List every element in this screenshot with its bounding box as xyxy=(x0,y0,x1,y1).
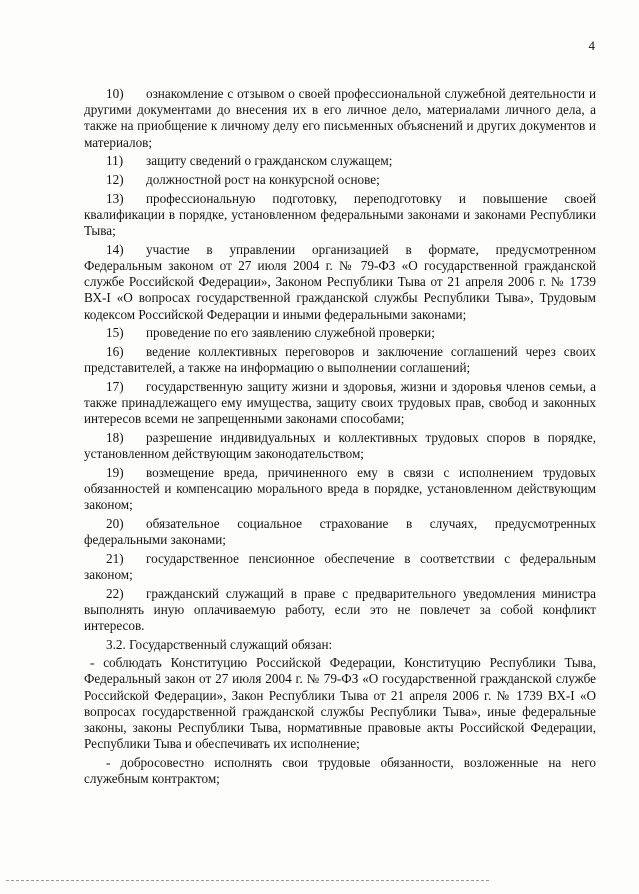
duty-item: - добросовестно исполнять свои трудовые обязанности, возложенные на него служебным контрактом; xyxy=(84,754,596,787)
list-item-text: возмещение вреда, причиненного ему в связи с исполнением трудовых обязанностей и компенсацию морального вреда в порядке, установленном действующим законом; xyxy=(84,464,596,513)
list-item-number: 13) xyxy=(106,190,124,206)
list-item-text: участие в управлении организацией в формате, предусмотренном Федеральным законом от 27 июля 2004 г. № 79-ФЗ «О государственной гражданской службе Российской Федерации», Законом Республики Тыва от 21 апреля 2006 г. № 1739 ВХ-I «О вопросах государственной гражданской службы Республики Тыва», Трудовым кодексом Российской Федерации и иными федеральными законами; xyxy=(84,241,596,322)
list-item-number: 16) xyxy=(106,344,124,360)
list-item-number: 11) xyxy=(106,153,124,169)
list-item-number: 12) xyxy=(106,172,124,188)
list-item xyxy=(84,430,596,462)
duty-item: - соблюдать Конституцию Российской Федерации, Конституцию Республики Тыва, Федеральный закон от 27 июля 2004 г. № 79-ФЗ «О государственной гражданской службе Российской Федерации», Закон Республики Тыва от 21 апреля 2006 г. № 1739 ВХ-I «О вопросах государственной гражданской службы Республики Тыва», иные федеральные законы, законы Республики Тыва, нормативные правовые акты Российской Федерации, Республики Тыва и обеспечивать их исполнение; xyxy=(84,655,596,752)
list-item-text: разрешение индивидуальных и коллективных трудовых споров в порядке, установленном действующим законодательством; xyxy=(84,430,596,462)
list-item xyxy=(84,191,596,240)
list-item xyxy=(84,551,596,583)
list-item-number: 10) xyxy=(106,86,124,101)
list-item-text: обязательное социальное страхование в случаях, предусмотренных федеральными законами; xyxy=(84,516,596,548)
list-item-text: государственную защиту жизни и здоровья, жизни и здоровья членов семьи, а также принадлежащего ему имущества, защиту своих трудовых прав, свобод и законных интересов всеми не запрещенными законами способами; xyxy=(84,378,596,427)
list-item-text: проведение по его заявлению служебной проверки; xyxy=(146,325,435,341)
list-item xyxy=(84,586,596,635)
list-item xyxy=(84,172,596,188)
list-item-text: защиту сведений о гражданском служащем; xyxy=(146,153,393,169)
list-item-text: ознакомление с отзывом о своей профессиональной служебной деятельности и другими документами до внесения их в его личное дело, материалами личного дела, а также на приобщение к личному делу его письменных объяснений и других документов и материалов; xyxy=(84,86,596,150)
list-item-number: 20) xyxy=(106,516,124,532)
list-item-text: гражданский служащий в праве с предварительного уведомления министра выполнять иную оплачиваемую работу, если это не повлечет за собой конфликт интересов. xyxy=(84,585,596,634)
list-item xyxy=(84,379,596,428)
list-item-text: профессиональную подготовку, переподготовку и повышение своей квалификации в порядке, установленном федеральными законами и законами Республики Тыва; xyxy=(84,190,596,239)
list-item-number: 19) xyxy=(106,464,124,480)
list-item-text: должностной рост на конкурсной основе; xyxy=(146,172,380,188)
list-item xyxy=(84,465,596,514)
footer-divider xyxy=(6,880,489,881)
list-item-number: 21) xyxy=(106,550,124,566)
list-item xyxy=(84,242,596,323)
list-item-number: 15) xyxy=(106,325,124,341)
list-item-text: государственное пенсионное обеспечение в соответствии с федеральным законом; xyxy=(84,550,596,583)
list-item xyxy=(84,516,596,548)
page-number: 4 xyxy=(588,38,595,53)
list-item-number: 14) xyxy=(106,241,124,257)
list-item xyxy=(84,325,596,341)
list-item xyxy=(84,86,596,151)
document-body xyxy=(84,86,596,790)
list-item-number: 17) xyxy=(106,378,124,394)
list-item xyxy=(84,344,596,376)
list-item-text: ведение коллективных переговоров и заключение соглашений через своих представителей, а также на информацию о выполнении соглашений; xyxy=(84,344,596,376)
rights-list xyxy=(84,86,596,635)
list-item-number: 18) xyxy=(106,430,124,446)
section-heading: 3.2. Государственный служащий обязан: xyxy=(106,637,333,652)
duties-list xyxy=(84,655,596,787)
list-item xyxy=(84,153,596,169)
list-item-number: 22) xyxy=(106,585,124,601)
